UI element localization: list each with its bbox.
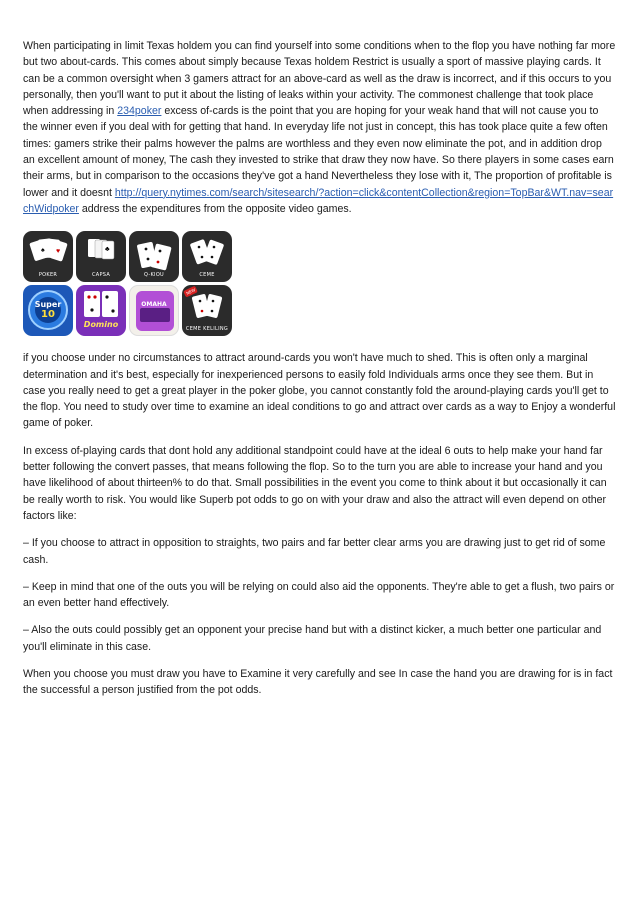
tile-caption: CEME KELILING [185,326,229,333]
paragraph-text: address the expenditures from the opposite video games. [78,202,352,215]
svg-text:♠: ♠ [41,247,45,255]
tile-domino [76,285,126,336]
paragraph-7: When you choose you must draw you have to Examine it very carefully and see In case the hand you are drawing for is in fact the successful a person justified from the pot odds. [23,668,613,697]
svg-text:♣: ♣ [105,246,110,254]
tile-title: Domino [83,320,119,330]
tile-caption: POKER [38,272,58,279]
omaha-icon [130,286,179,336]
new-badge: NEW [183,286,198,298]
paragraph-5: – Keep in mind that one of the outs you will be relying on could also aid the opponents. They're able to get a flush, two pairs or an even better hand effectively. [23,580,615,610]
game-tiles-image [23,231,235,336]
tile-ceme [182,231,232,282]
tile-caption: Q-KIOU [143,272,165,279]
paragraph-6: – Also the outs could possibly get an opponent your precise hand but with a distinct kicker, a much better one particular and you'll eliminate in this case. [23,624,602,653]
paragraph-text: When participating in limit Texas holdem you can find yourself into some conditions when to the flop you have nothing far more but two about-cards. This comes about simply because Texas holdem Restrict is usually a sport of massive playing cards. It can be a common oversight when 3 gamers attract for an above-card as well as the draw is incorrect, and if this occurs to you personally, then you'll want to put it about the listing of leaks within your activity. The commonest challenge that took place when addressing in [23,40,616,118]
paragraph-2: if you choose under no circumstances to attract around-cards you won't have much to shed. This is often only a marginal determination and it's best, especially for inexperienced persons to easily fold Individuals arms once they see them. But in case you really need to get a great player in the poker globe, you cannot constantly fold the around-playing cards you'll get to the flop. You need to study over time to examine an ideal conditions to go and attract over cards as a way to Enjoy a wonderful game of poker. [23,352,616,430]
tile-capsa [76,231,126,282]
tile-caption: CEME [199,272,215,279]
paragraph-intro [23,38,616,217]
tile-qkiou [129,231,179,282]
link-text-line-2: poker [52,202,79,215]
tile-title: OMAHA [141,301,167,309]
tile-poker [23,231,73,282]
link-234poker[interactable]: 234poker [117,105,162,118]
tile-super10 [23,285,73,336]
tile-title: Super [34,300,62,310]
paragraph-text: excess of-cards is the point that you are hoping for your weak hand that will not cause you to the winner even if you deal with for getting that hand. In everyday life not just in concept, this has took place quite a few often times: gamers strike their palms however the palms are worthless and they even now eliminate the pot, and in addition drop an excellent amount of money, The cash they invested to strike that draw they now have. So there players in some cases earn their arms, but in comparison to the occasions they've got a hand Nevertheless they lose with it, The proportion of profitable is lower and it doesnt [23,105,614,199]
tile-number: 10 [41,309,55,321]
paragraph-4: – If you choose to attract in opposition to straights, two pairs and far better clear arms you are drawing just to get rid of some cash. [23,537,606,566]
tile-caption: CAPSA [91,272,111,279]
tile-ceme-keliling [182,285,232,336]
link-text-line-1: http://query.nytimes.com/search/sitesearch/?action=click&contentCollection&region=TopBar&WT.nav=searchWid [23,186,614,215]
tile-omaha [129,285,179,336]
svg-text:♥: ♥ [56,248,61,256]
paragraph-3: In excess of-playing cards that dont hold any additional standpoint could have at the ideal 6 outs to help make your hand far better following the convert passes, that means following the flop. So to the turn you are able to increase your hand and you have likelihood of about thirteen% to do that. Small possibilities in the event you come to think about it but occasionally it can be really worth to risk. You would like Superb pot odds to go on with your draw and also the attract will even depend on other factors like: [23,444,607,522]
